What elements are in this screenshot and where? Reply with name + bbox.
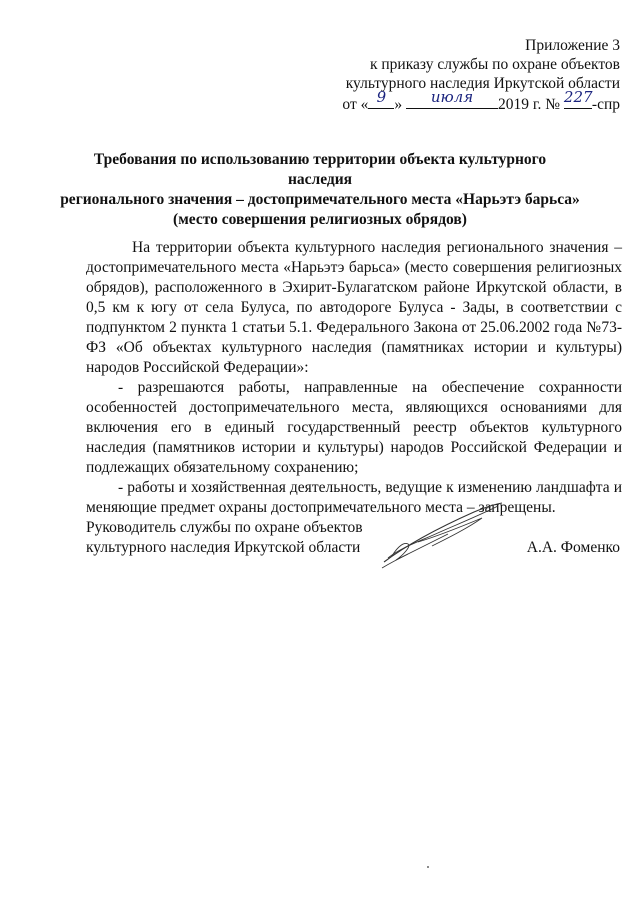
handwritten-signature xyxy=(378,498,508,570)
position-line-1: Руководитель службы по охране объектов xyxy=(86,519,363,536)
signer-name: А.А. Фоменко xyxy=(526,539,620,556)
date-day-handwritten: 9 xyxy=(376,88,387,106)
order-number-handwritten: 227 xyxy=(563,88,593,106)
title-line-1: Требования по использованию территории объекта культурного наследия xyxy=(93,151,547,188)
permitted-works-item: - разрешаются работы, направленные на обеспечение сохранности особенностей достопримечательного места, являющихся основаниями для включения его в единый государственный реестр объектов культурного наследия (памятников истории и культуры) народов Российской Федерации и подлежащих обязательному сохранению; xyxy=(86,379,622,476)
position-line-2: культурного наследия Иркутской области xyxy=(86,539,361,556)
date-mid: » xyxy=(394,96,403,113)
appendix-header xyxy=(342,36,620,114)
appendix-order-ref: к приказу службы по охране объектов xyxy=(369,56,620,73)
intro-paragraph: На территории объекта культурного наследия регионального значения – достопримечательного места «Нарьэтэ барьса» (место совершения религиозных обрядов), расположенного в Эхирит-Булагатском районе Иркутской области, в 0,5 км к югу от села Булуса, по автодороге Булуса - Зады, в соответствии с подпунктом 2 пункта 1 статьи 5.1. Федерального Закона от 25.06.2002 года №73-ФЗ «Об объектах культурного наследия (памятниках истории и культуры) народов Российской Федерации»: xyxy=(86,239,622,376)
order-suffix: -спр xyxy=(591,96,620,113)
order-number-blank xyxy=(563,88,593,109)
signatory-position xyxy=(86,518,363,558)
document-title xyxy=(60,150,580,230)
appendix-agency: культурного наследия Иркутской области xyxy=(345,75,620,92)
prohibited-works-item: - работы и хозяйственная деятельность, ведущие к изменению ландшафта и меняющие предмет охраны достопримечательного места – запрещены. xyxy=(86,479,622,516)
order-date-line xyxy=(342,88,620,114)
appendix-title: Приложение 3 xyxy=(525,37,620,54)
date-day-blank xyxy=(368,88,394,109)
date-prefix: от « xyxy=(342,96,369,113)
title-line-2: регионального значения – достопримечательного места «Нарьэтэ барьса» xyxy=(60,191,580,208)
date-month-blank xyxy=(406,88,498,109)
title-line-3: (место совершения религиозных обрядов) xyxy=(173,211,467,228)
date-month-handwritten: июля xyxy=(430,88,474,106)
scan-speck xyxy=(427,866,429,868)
date-year: 2019 г. № xyxy=(498,96,561,113)
document-body xyxy=(86,238,622,518)
